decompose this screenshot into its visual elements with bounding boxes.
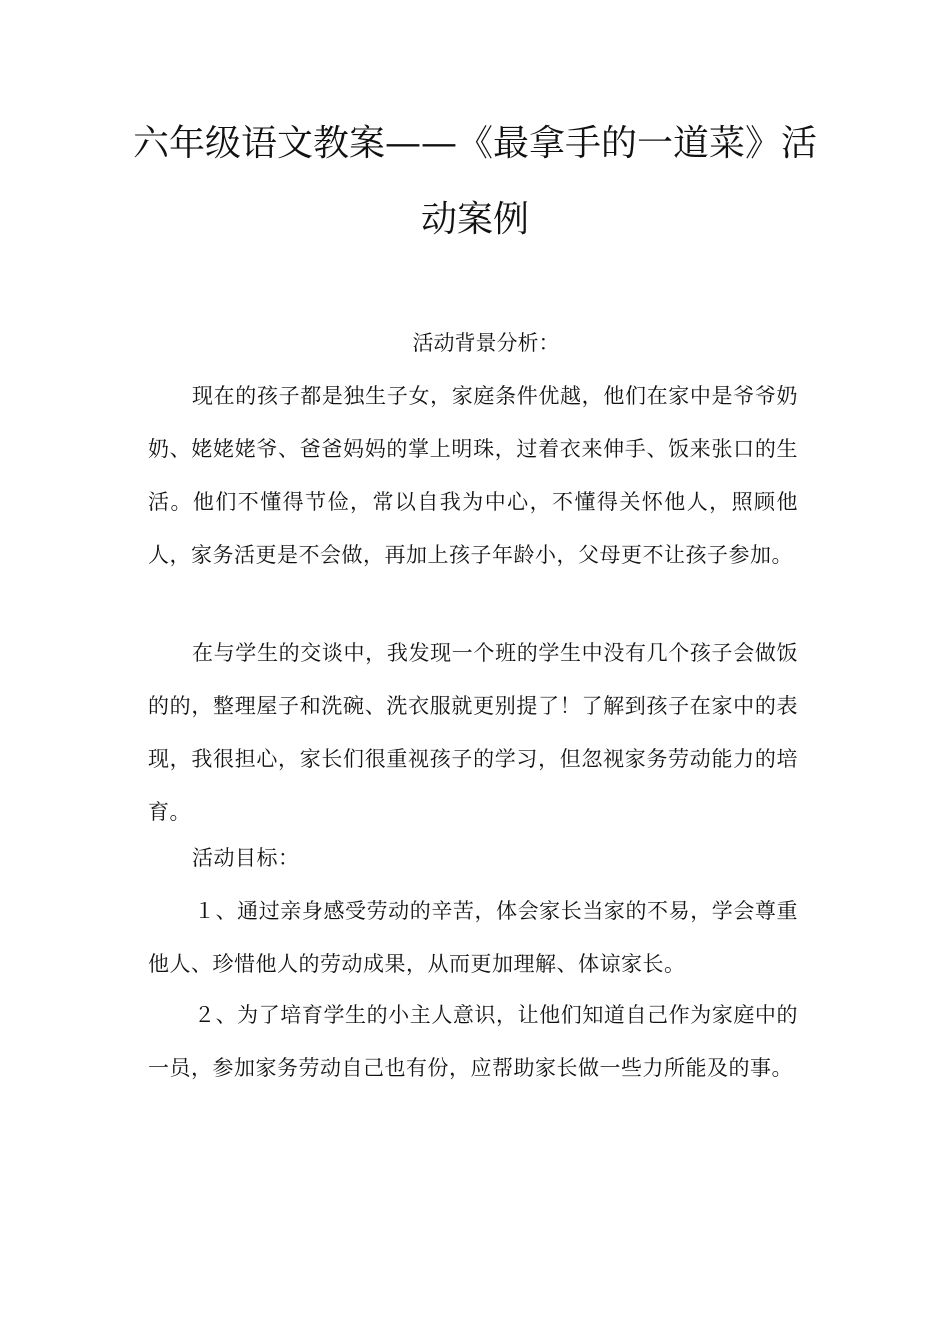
document-title-line1: 六年级语文教案——《最拿手的一道菜》活 (132, 123, 817, 164)
goal-item-1: １、通过亲身感受劳动的辛苦，体会家长当家的不易，学会尊重他人、珍惜他人的劳动成果，从而更加理解、体谅家长。 (148, 899, 798, 976)
background-paragraph-1: 现在的孩子都是独生子女，家庭条件优越，他们在家中是爷爷奶奶、姥姥姥爷、爸爸妈妈的掌上明珠，过着衣来伸手、饭来张口的生活。他们不懂得节俭，常以自我为中心，不懂得关怀他人，照顾他人，家务活更是不会做，再加上孩子年龄小，父母更不让孩子参加。 (148, 384, 798, 567)
goal-item-2: ２、为了培育学生的小主人意识，让他们知道自己作为家庭中的一员，参加家务劳动自己也有份，应帮助家长做一些力所能及的事。 (148, 1003, 798, 1080)
background-paragraph-2: 在与学生的交谈中，我发现一个班的学生中没有几个孩子会做饭的的，整理屋子和洗碗、洗衣服就更别提了！了解到孩子在家中的表现，我很担心，家长们很重视孩子的学习，但忽视家务劳动能力的培育。 (148, 641, 798, 824)
goals-heading: 活动目标： (192, 846, 300, 870)
document-title-line2: 动案例 (420, 199, 529, 240)
background-heading: 活动背景分析： (412, 331, 560, 355)
